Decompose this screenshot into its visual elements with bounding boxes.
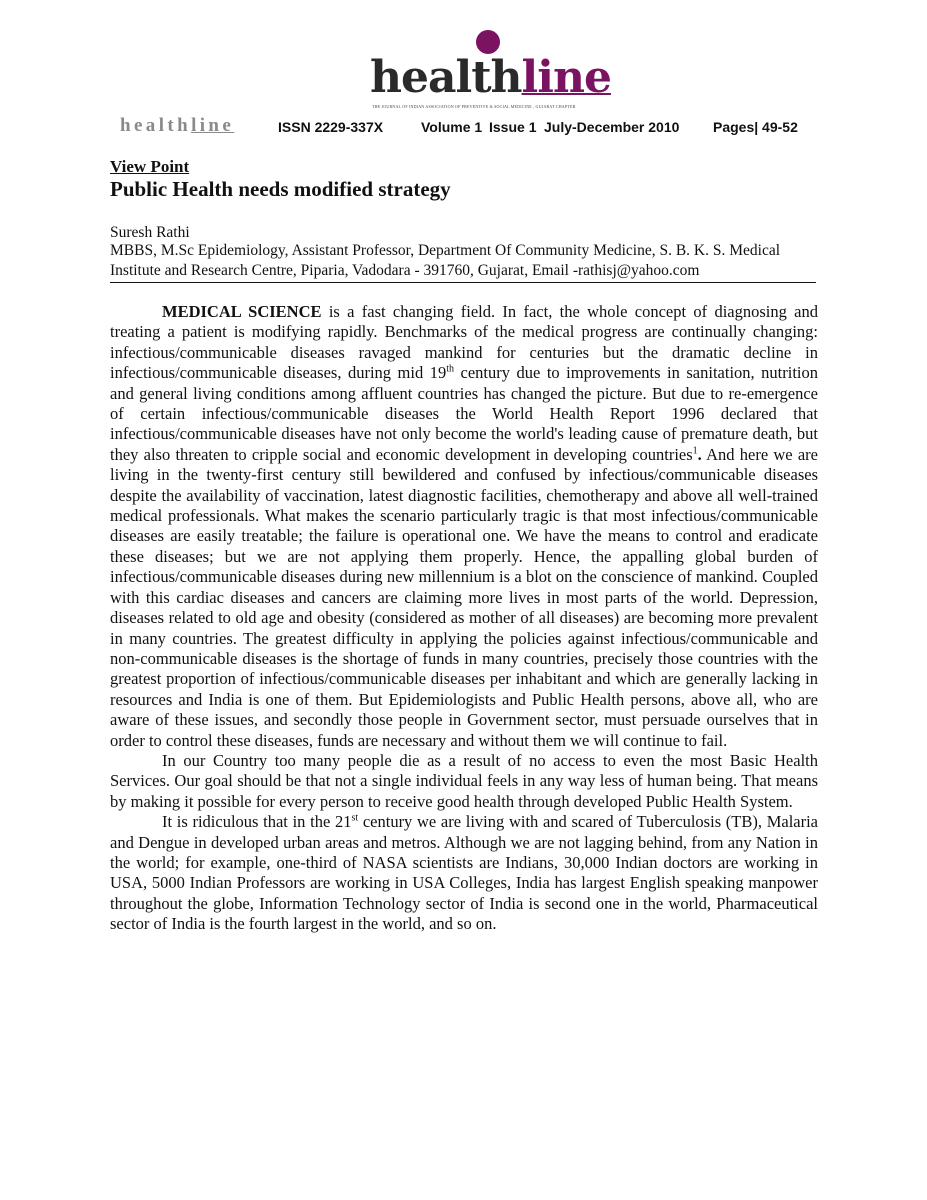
page-range: Pages| 49-52 — [713, 119, 798, 135]
section-label: View Point — [110, 157, 190, 176]
logo-tagline: THE JOURNAL OF INDIAN ASSOCIATION OF PREVENTIVE & SOCIAL MEDICINE , GUJARAT CHAPTER — [372, 104, 576, 109]
paragraph-2: In our Country too many people die as a result of no access to even the most Basic Health Services. Our goal should be that not a single individual feels in any way less of human being. That means by making it possible for every person to receive good health through developed Public Health System. — [110, 750, 818, 811]
article-title: Public Health needs modified strategy — [110, 177, 451, 201]
author-affiliation: MBBS, M.Sc Epidemiology, Assistant Professor, Department Of Community Medicine, S. B. K. S. Medical Institute and Research Centre, Piparia, Vadodara - 391760, Gujarat, Email -rathisj@yahoo.com — [110, 242, 781, 279]
healthline-logo — [370, 30, 611, 115]
issue: Issue 1 — [489, 119, 537, 135]
author-name: Suresh Rathi — [110, 224, 190, 241]
paragraph-1: MEDICAL SCIENCE is a fast changing field. In fact, the whole concept of diagnosing and treating a patient is modifying rapidly. Benchmarks of the medical progress are continually changing: infectious/communicable diseases ravaged mankind for centuries but the dramatic decline in infectious/communicable diseases, during mid 19th century due to improvements in sanitation, nutrition and general living conditions among affluent countries has changed the picture. But due to re-emergence of certain infectious/communicable diseases the World Health Report 1996 declared that infectious/communicable diseases have not only become the world's leading cause of premature death, but they also threaten to cripple social and economic development in developing countries$^1$. And here we are living in the twenty-first century still bewildered and confused by infectious/communicable diseases despite the availability of vaccination, latest diagnostic facilities, chemotherapy and above all well-trained medical professionals. What makes the scenario particularly tragic is that most infectious/communicable diseases are easily treatable; the failure is operational one. We have the means to control and eradicate these diseases; but we are not applying them properly. Hence, the appalling global burden of infectious/communicable diseases during new millennium is a blot on the conscience of mankind. Coupled with this cardiac diseases and cancers are claiming more lives in most parts of the world. Depression, diseases related to old age and obesity (considered as mother of all diseases) are becoming more prevalent in many countries. The greatest difficulty in applying the policies against infectious/communicable and non-communicable diseases is the shortage of funds in many countries, precisely those countries with the greatest proportion of infectious/communicable diseases per inhabitant and which are generally lacking in resources and India is one of them. But Epidemiologists and Public Health persons, above all, who are aware of these issues, and secondly those people in Government sector, must persuade ourselves that in order to control these diseases, funds are necessary and without them we will continue to fail. — [110, 302, 818, 750]
masthead-brand: healthline — [120, 115, 235, 136]
reference-marker: 1 — [692, 445, 698, 457]
header-divider — [110, 282, 816, 283]
logo-wordmark: healthline — [370, 52, 611, 103]
masthead — [120, 115, 798, 137]
article-body — [110, 302, 818, 935]
issn: ISSN 2229-337X — [278, 119, 384, 135]
volume: Volume 1 — [421, 119, 483, 135]
paragraph-3: It is ridiculous that in the 21st century we are living with and scared of Tuberculosis (TB), Malaria and Dengue in developed urban areas and metros. Although we are not lagging behind, from any Nation in the world; for example, one-third of NASA scientists are Indians, 30,000 Indian doctors are working in USA, 5000 Indian Professors are working in USA Colleges, India has largest English speaking manpower throughout the globe, Information Technology sector of India is second one in the world, Pharmaceutical sector of India is the fourth largest in the world, and so on. — [110, 812, 818, 934]
issue-period: July-December 2010 — [544, 119, 680, 135]
